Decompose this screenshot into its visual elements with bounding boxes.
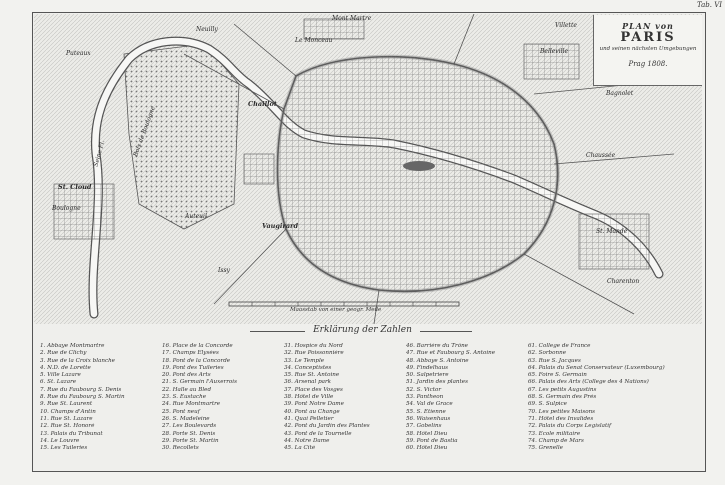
legend-column-1 bbox=[40, 343, 166, 452]
legend-entry: 5. Ville Lazare bbox=[40, 372, 81, 379]
label-villette: Villette bbox=[555, 22, 577, 29]
legend-entry: 51. Jardin des plantes bbox=[406, 379, 468, 386]
legend-entry: 22. Halle au Bled bbox=[162, 386, 212, 393]
legend bbox=[40, 343, 690, 467]
label-boulogne: Boulogne bbox=[52, 205, 81, 212]
legend-entry: 13. Palais du Tribunat bbox=[40, 430, 103, 437]
legend-entry: 37. Place des Vosges bbox=[284, 386, 343, 393]
legend-entry: 33. Le Temple bbox=[284, 357, 325, 364]
label-seine: Seine Fl. bbox=[92, 139, 107, 168]
legend-entry: 75. Grenelle bbox=[528, 445, 563, 452]
legend-entry: 70. Les petites Maisons bbox=[528, 408, 596, 415]
legend-entry: 65. Foire S. Germain bbox=[528, 372, 587, 379]
legend-entry: 36. Arsenal park bbox=[284, 379, 332, 386]
legend-entry: 53. Pantheon bbox=[406, 394, 444, 401]
legend-entry: 62. Sorbonne bbox=[528, 350, 567, 357]
legend-entry: 28. Porte St. Denis bbox=[162, 430, 216, 437]
legend-title-wrap bbox=[0, 325, 725, 335]
title-line-2: PARIS bbox=[620, 30, 676, 45]
label-chaussee: Chaussée bbox=[586, 152, 616, 159]
legend-entry: 58. Hôtel Dieu bbox=[406, 430, 448, 437]
title-line-1: PLAN von bbox=[622, 21, 674, 31]
legend-entry: 3. Rue de la Croix blanche bbox=[40, 357, 115, 364]
legend-entry: 56. Waisenhaus bbox=[406, 415, 451, 422]
label-neuilly: Neuilly bbox=[196, 26, 218, 33]
legend-entry: 39. Pont Notre Dame bbox=[284, 401, 344, 408]
legend-entry: 8. Rue du Faubourg S. Martin bbox=[40, 394, 125, 401]
label-chaillot: Chaillot bbox=[248, 100, 277, 108]
legend-entry: 10. Champs d'Antin bbox=[40, 408, 96, 415]
legend-entry: 66. Palais des Arts (College des 4 Nations) bbox=[528, 379, 649, 386]
legend-column-2 bbox=[162, 343, 288, 452]
legend-entry: 67. Les petits Augustins bbox=[528, 386, 597, 393]
legend-entry: 31. Hospice du Nord bbox=[284, 343, 343, 349]
legend-entry: 16. Place de la Concorde bbox=[162, 343, 233, 349]
legend-entry: 42. Pont du Jardin des Plantes bbox=[284, 423, 370, 430]
legend-entry: 7. Rue du Faubourg S. Denis bbox=[40, 386, 122, 393]
label-bagnolet: Bagnolet bbox=[606, 90, 634, 97]
label-charenton: Charenton bbox=[607, 278, 640, 285]
legend-entry: 71. Hôtel des Invalides bbox=[528, 415, 594, 422]
legend-entry: 24. Rue Montmartre bbox=[162, 401, 221, 408]
legend-entry: 63. Rue S. Jacques bbox=[528, 357, 581, 364]
label-belleville: Belleville bbox=[540, 48, 569, 55]
legend-entry: 69. S. Sulpice bbox=[528, 401, 567, 408]
label-st-mande: St. Mandé bbox=[596, 228, 628, 235]
scale-caption: Maasstab von einer geogr. Meile bbox=[290, 307, 382, 313]
legend-entry: 64. Palais du Senat Conservateur (Luxembourg) bbox=[528, 364, 665, 371]
legend-entry: 59. Pont de Bastia bbox=[406, 437, 458, 444]
legend-entry: 72. Palais du Corps Legislatif bbox=[528, 423, 612, 430]
title-line-4: Prag 1808. bbox=[628, 60, 668, 68]
legend-entry: 1. Abbaye Montmartre bbox=[40, 343, 105, 349]
legend-entry: 26. S. Madeleine bbox=[162, 415, 210, 422]
legend-entry: 38. Hôtel de Ville bbox=[284, 394, 334, 401]
legend-entry: 40. Pont au Change bbox=[284, 408, 340, 415]
legend-entry: 35. Rue St. Antoine bbox=[284, 372, 340, 379]
legend-entry: 50. Salpetriere bbox=[406, 372, 449, 379]
legend-entry: 73. Ecole militaire bbox=[528, 430, 581, 437]
legend-entry: 21. S. Germain l'Auxerrois bbox=[162, 379, 237, 386]
legend-entry: 15. Les Tuileries bbox=[40, 445, 88, 452]
legend-entry: 18. Pont de la Concorde bbox=[162, 357, 231, 364]
legend-entry: 9. Rue St. Laurent bbox=[40, 401, 93, 408]
legend-entry: 55. S. Etienne bbox=[406, 408, 446, 415]
label-monceau: Le Monceau bbox=[295, 37, 333, 44]
legend-entry: 60. Hôtel Dieu bbox=[406, 445, 448, 452]
legend-entry: 54. Val de Grace bbox=[406, 401, 453, 408]
legend-entry: 6. St. Lazare bbox=[40, 379, 77, 386]
legend-entry: 23. S. Eustache bbox=[162, 394, 207, 401]
legend-entry: 41. Quai Pelletier bbox=[284, 415, 334, 422]
st-mande-village bbox=[579, 214, 649, 269]
legend-column-4 bbox=[406, 343, 532, 452]
legend-entry: 48. Abbaye S. Antoine bbox=[406, 357, 469, 364]
montmartre-village bbox=[304, 19, 364, 39]
legend-entry: 19. Pont des Tuileries bbox=[162, 364, 224, 371]
legend-entry: 49. Findelhaus bbox=[406, 364, 449, 371]
legend-entry: 11. Rue St. Lazare bbox=[40, 415, 93, 422]
legend-entry: 20. Pont des Arts bbox=[162, 372, 211, 379]
label-issy: Issy bbox=[218, 267, 230, 274]
label-montmartre: Mont Martre bbox=[332, 15, 372, 22]
legend-entry: 25. Pont neuf bbox=[162, 408, 200, 415]
legend-entry: 2. Rue de Clichy bbox=[40, 350, 87, 357]
legend-entry: 17. Champs Elysées bbox=[162, 350, 219, 357]
legend-entry: 32. Rue Poissonnière bbox=[284, 350, 344, 357]
label-st-cloud: St. Cloud bbox=[58, 183, 92, 191]
legend-entry: 43. Pont de la Tournelle bbox=[284, 430, 352, 437]
legend-entry: 74. Champ de Mars bbox=[528, 437, 584, 444]
title-line-3: und seinen nächsten Umgebungen bbox=[599, 46, 697, 52]
legend-entry: 4. N.D. de Lorette bbox=[40, 364, 91, 371]
title-cartouche bbox=[593, 15, 702, 86]
legend-entry: 68. S. Germain des Prés bbox=[528, 394, 597, 401]
legend-entry: 47. Rue et Faubourg S. Antoine bbox=[406, 350, 496, 357]
legend-entry: 45. La Cité bbox=[284, 445, 316, 452]
ile-de-la-cite bbox=[403, 161, 435, 171]
legend-entry: 44. Notre Dame bbox=[284, 437, 330, 444]
legend-entry: 46. Barrière du Trône bbox=[406, 343, 468, 349]
label-auteuil: Auteuil bbox=[185, 213, 207, 220]
plate-number: Tab. VI bbox=[697, 1, 723, 9]
legend-entry: 12. Rue St. Honoré bbox=[40, 423, 95, 430]
legend-entry: 52. S. Victor bbox=[406, 386, 442, 393]
legend-entry: 34. Conceptistes bbox=[284, 364, 332, 371]
legend-column-5 bbox=[528, 343, 688, 452]
label-puteaux: Puteaux bbox=[66, 50, 91, 57]
label-vaugirard: Vaugirard bbox=[262, 222, 299, 230]
legend-entry: 57. Gobelins bbox=[406, 423, 442, 430]
legend-entry: 14. Le Louvre bbox=[40, 437, 80, 444]
legend-column-3 bbox=[284, 343, 410, 452]
chaillot-village bbox=[244, 154, 274, 184]
legend-title: Erklärung der Zahlen bbox=[305, 325, 420, 335]
legend-entry: 30. Recollets bbox=[162, 445, 199, 452]
legend-entry: 61. College de France bbox=[528, 343, 591, 349]
label-bois: Bois de Boulogne bbox=[132, 105, 157, 158]
legend-entry: 29. Porte St. Martin bbox=[162, 437, 219, 444]
legend-entry: 27. Les Boulevards bbox=[162, 423, 217, 430]
